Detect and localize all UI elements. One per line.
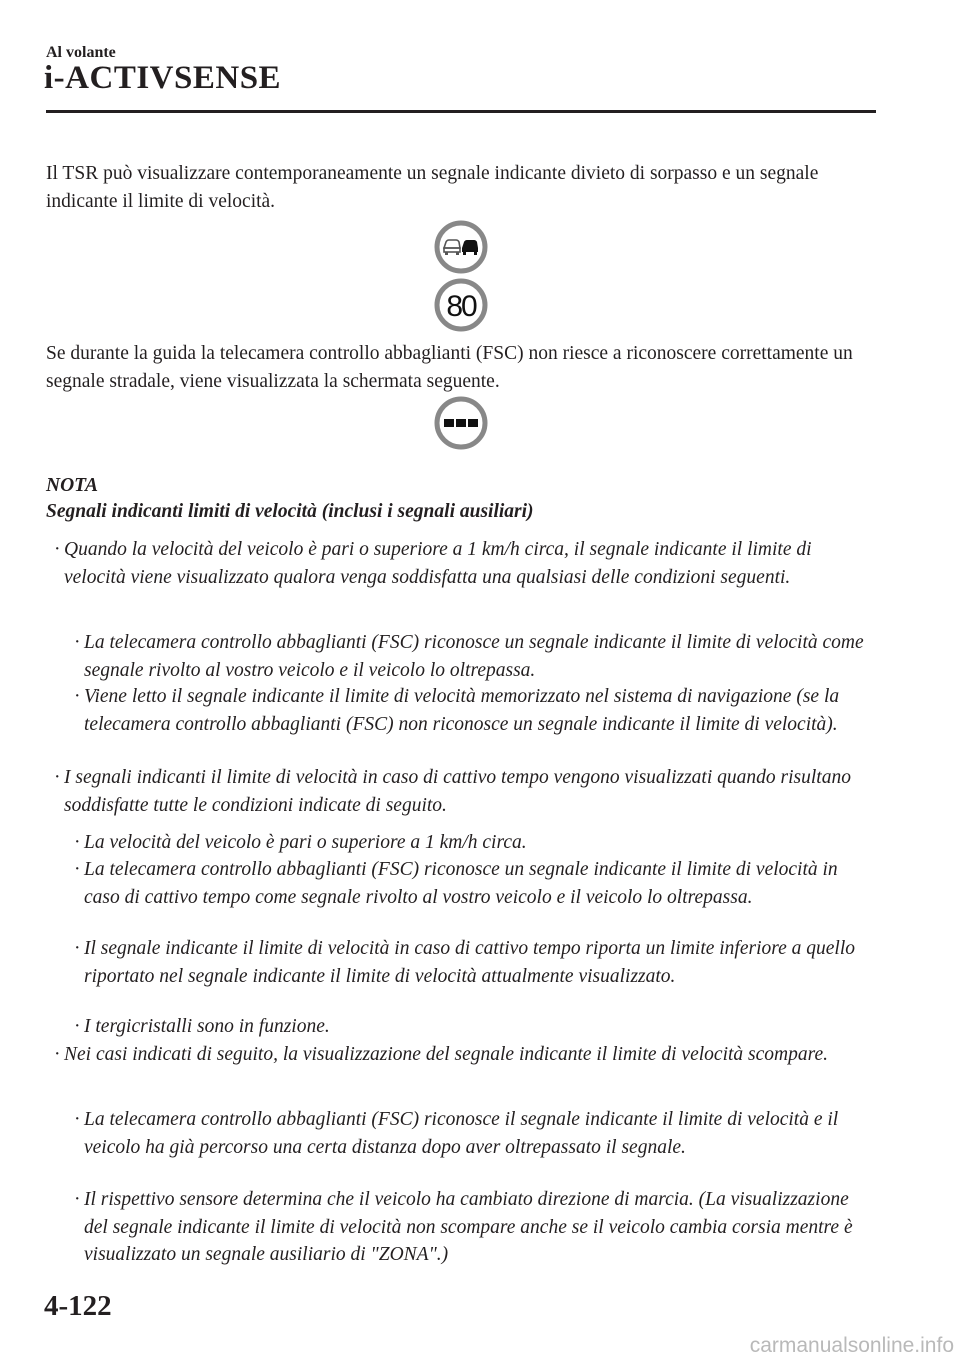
nota-label: NOTA [46,475,99,496]
fsc-paragraph: Se durante la guida la telecamera controllo abbaglianti (FSC) non riesce a riconoscere correttamente un segnale stradale, viene visualizzata la schermata seguente. [46,343,853,392]
unrecognized-sign-icon [434,396,488,450]
list-item: · La telecamera controllo abbaglianti (FSC) riconosce un segnale indicante il limite di velocità in caso di cattivo tempo come segnale rivolto al vostro veicolo e il veicolo lo oltrepassa. [74,859,838,908]
header-rule [46,110,876,113]
intro-paragraph: Il TSR può visualizzare contemporaneamente un segnale indicante divieto di sorpasso e un segnale indicante il limite di velocità. [46,163,819,212]
list-item: · I segnali indicanti il limite di velocità in caso di cattivo tempo vengono visualizzati quando risultano soddisfatte tutte le condizioni indicate di seguito. [54,767,851,816]
list-item: · Il segnale indicante il limite di velocità in caso di cattivo tempo riporta un limite inferiore a quello riportato nel segnale indicante il limite di velocità attualmente visualizzato. [74,938,856,987]
list-item: · Il rispettivo sensore determina che il veicolo ha cambiato direzione di marcia. (La visualizzazione del segnale indicante il limite di velocità non scompare anche se il veicolo cambia corsia mentre è visualizzato un segnale ausiliario di "ZONA".) [74,1189,853,1265]
no-overtaking-sign-icon [434,220,488,274]
speed-limit-sign-icon [434,278,488,332]
list-item: · La telecamera controllo abbaglianti (FSC) riconosce un segnale indicante il limite di velocità come segnale rivolto al vostro veicolo e il veicolo lo oltrepassa. [74,632,864,681]
list-item: · I tergicristalli sono in funzione. [74,1016,330,1037]
speed-limit-value: 80 [446,290,476,323]
list-item: · Nei casi indicati di seguito, la visualizzazione del segnale indicante il limite di velocità scompare. [54,1044,828,1065]
list-item: · Viene letto il segnale indicante il limite di velocità memorizzato nel sistema di navigazione (se la telecamera controllo abbaglianti (FSC) non riconosce un segnale indicante il limite di velocità). [74,686,840,735]
section-label: Al volante [46,44,116,61]
list-item: · La velocità del veicolo è pari o superiore a 1 km/h circa. [74,832,527,853]
page-number: 4-122 [44,1290,112,1322]
nota-heading: Segnali indicanti limiti di velocità (inclusi i segnali ausiliari) [46,501,534,522]
watermark: carmanualsonline.info [749,1334,954,1357]
list-item: · Quando la velocità del veicolo è pari o superiore a 1 km/h circa, il segnale indicante il limite di velocità viene visualizzato qualora venga soddisfatta una qualsiasi delle condizioni seguenti. [54,539,812,588]
page-title: i-ACTIVSENSE [44,60,282,96]
list-item: · La telecamera controllo abbaglianti (FSC) riconosce il segnale indicante il limite di velocità e il veicolo ha già percorso una certa distanza dopo aver oltrepassato il segnale. [74,1109,839,1158]
